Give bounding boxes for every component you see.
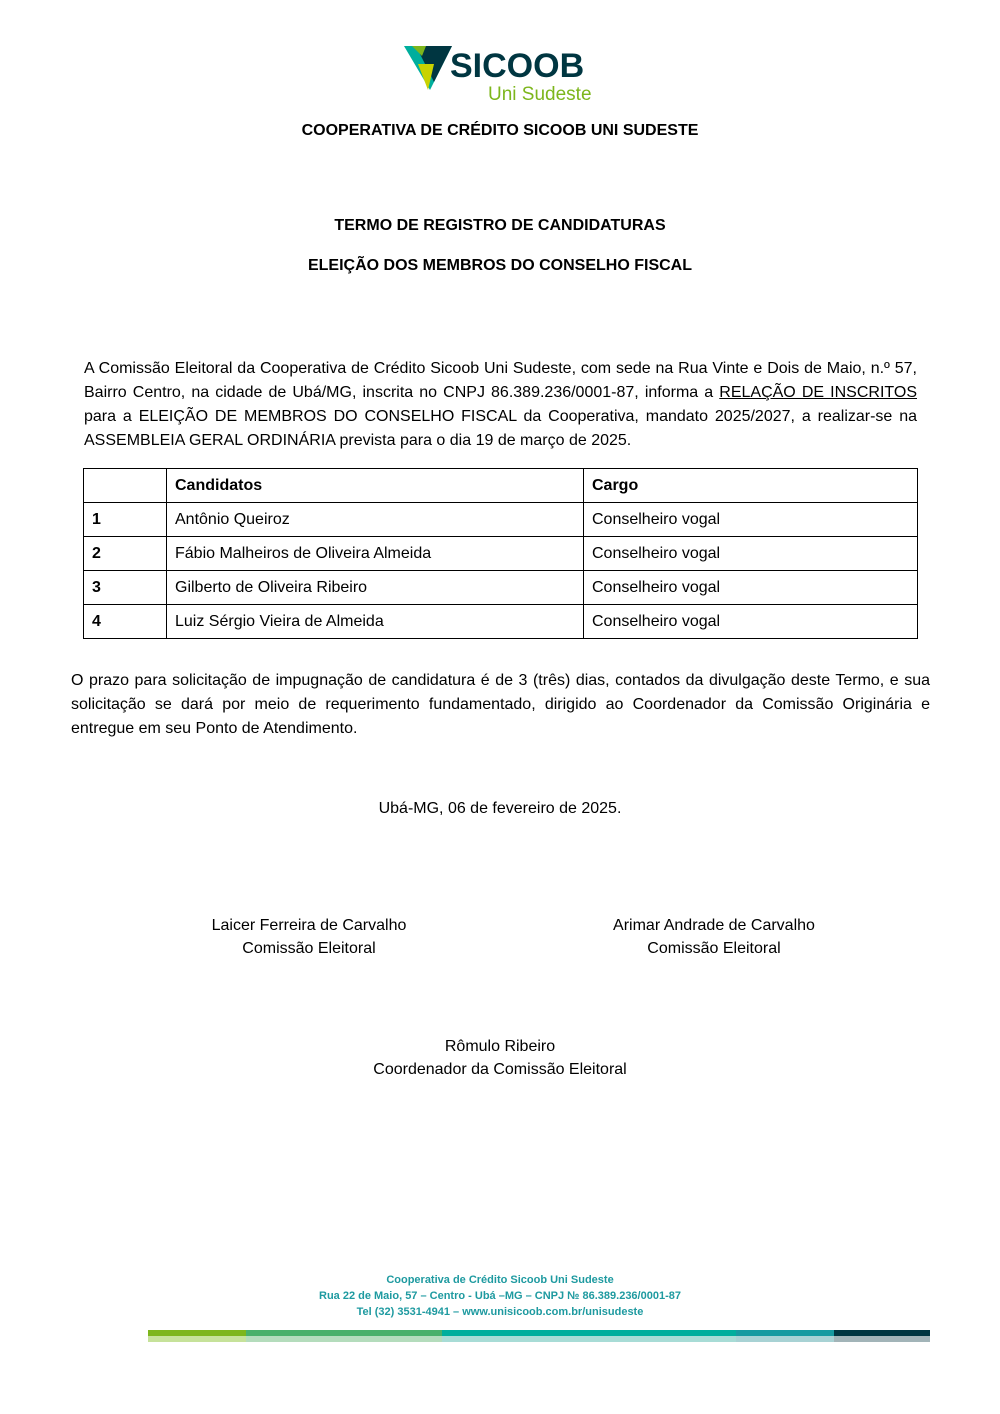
candidate-name: Luiz Sérgio Vieira de Almeida bbox=[167, 605, 584, 639]
candidate-name: Gilberto de Oliveira Ribeiro bbox=[167, 571, 584, 605]
row-number: 2 bbox=[84, 537, 167, 571]
date-line: Ubá-MG, 06 de fevereiro de 2025. bbox=[378, 800, 622, 817]
candidate-role: Conselheiro vogal bbox=[584, 503, 918, 537]
footer-contact: Tel (32) 3531-4941 – www.unisicoob.com.br/unisudeste bbox=[356, 1306, 644, 1318]
footer-bar-segment bbox=[736, 1330, 834, 1342]
document-subtitle: ELEIÇÃO DOS MEMBROS DO CONSELHO FISCAL bbox=[307, 257, 692, 274]
row-number: 1 bbox=[84, 503, 167, 537]
footer-bar-segment bbox=[148, 1330, 246, 1342]
table-row bbox=[84, 571, 918, 605]
notice-paragraph: O prazo para solicitação de impugnação de candidatura é de 3 (três) dias, contados da divulgação deste Termo, e sua solicitação se dará por meio de requerimento fundamentado, dirigido ao Coordenador da Comissão Originária e entregue em seu Ponto de Atendimento. bbox=[71, 672, 930, 737]
candidate-role: Conselheiro vogal bbox=[584, 571, 918, 605]
row-number: 4 bbox=[84, 605, 167, 639]
intro-underlined: RELAÇÃO DE INSCRITOS bbox=[719, 384, 917, 401]
logo-wordmark: SICOOB bbox=[450, 47, 585, 85]
document-title: TERMO DE REGISTRO DE CANDIDATURAS bbox=[334, 217, 666, 234]
candidate-name: Antônio Queiroz bbox=[167, 503, 584, 537]
row-number: 3 bbox=[84, 571, 167, 605]
table-row bbox=[84, 605, 918, 639]
org-heading: COOPERATIVA DE CRÉDITO SICOOB UNI SUDESTE bbox=[301, 122, 699, 139]
table-row bbox=[84, 537, 918, 571]
footer-org: Cooperativa de Crédito Sicoob Uni Sudeste bbox=[386, 1274, 614, 1286]
signatory-role: Comissão Eleitoral bbox=[647, 940, 781, 957]
signatory-role: Comissão Eleitoral bbox=[242, 940, 376, 957]
footer-bar-segment bbox=[442, 1330, 736, 1342]
sicoob-logo bbox=[400, 44, 600, 106]
table-row bbox=[84, 503, 918, 537]
intro-text-1: A Comissão Eleitoral da Cooperativa de Crédito Sicoob Uni Sudeste, com sede na Rua Vinte e Dois de Maio, n.º 57, Bairro Centro, na cidade de Ubá/MG, inscrita no CNPJ 86.389.236/0001-87, informa a bbox=[84, 360, 917, 401]
footer-address: Rua 22 de Maio, 57 – Centro - Ubá –MG – CNPJ № 86.389.236/0001-87 bbox=[319, 1290, 681, 1302]
signature-block-2 bbox=[564, 914, 864, 960]
signature-block-3 bbox=[300, 1035, 700, 1081]
footer bbox=[0, 1272, 1000, 1320]
sicoob-emblem-icon bbox=[404, 46, 452, 92]
signatory-name: Rômulo Ribeiro bbox=[444, 1038, 556, 1055]
intro-text-2: para a ELEIÇÃO DE MEMBROS DO CONSELHO FISCAL da Cooperativa, mandato 2025/2027, a realizar-se na ASSEMBLEIA GERAL ORDINÁRIA prevista para o dia 19 de março de 2025. bbox=[84, 408, 917, 449]
table-header-row bbox=[84, 469, 918, 503]
candidates-table bbox=[83, 468, 918, 639]
signatory-role: Coordenador da Comissão Eleitoral bbox=[373, 1061, 627, 1078]
intro-paragraph bbox=[84, 357, 917, 453]
header-role: Cargo bbox=[584, 469, 918, 503]
logo-subtitle: Uni Sudeste bbox=[488, 84, 592, 105]
footer-bar-segment bbox=[246, 1330, 442, 1342]
header-candidates: Candidatos bbox=[167, 469, 584, 503]
candidate-role: Conselheiro vogal bbox=[584, 537, 918, 571]
signature-block-1 bbox=[159, 914, 459, 960]
candidate-role: Conselheiro vogal bbox=[584, 605, 918, 639]
header-num bbox=[84, 469, 167, 503]
candidate-name: Fábio Malheiros de Oliveira Almeida bbox=[167, 537, 584, 571]
footer-bar-segment bbox=[834, 1330, 930, 1342]
signatory-name: Laicer Ferreira de Carvalho bbox=[211, 917, 407, 934]
signatory-name: Arimar Andrade de Carvalho bbox=[613, 917, 815, 934]
